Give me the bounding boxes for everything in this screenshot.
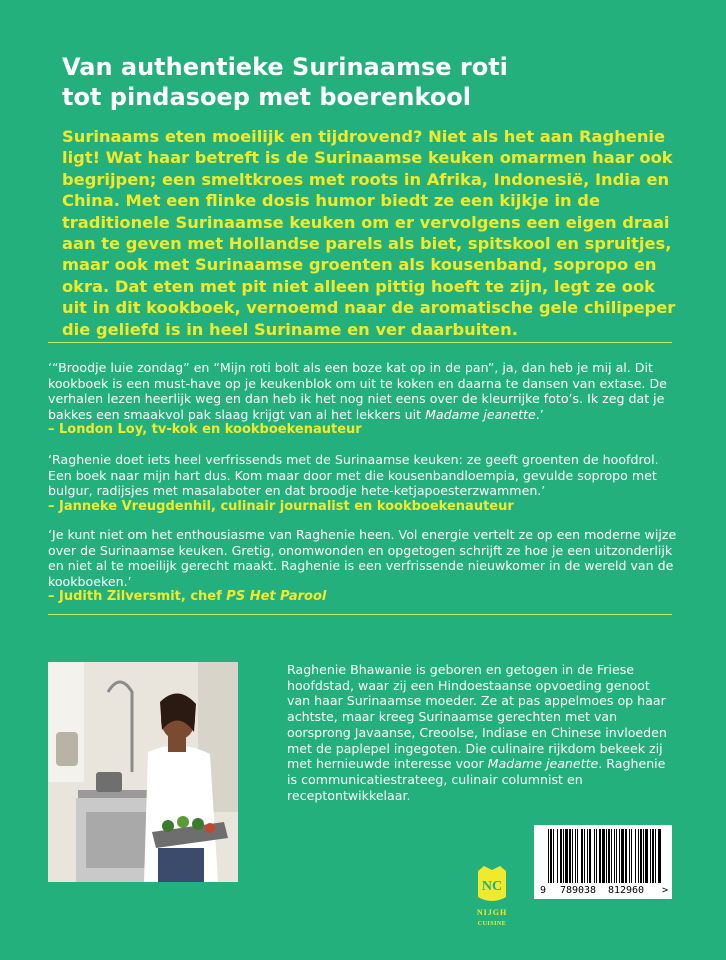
author-photo-illustration [48, 662, 238, 882]
quote-attribution: – London Loy, tv-kok en kookboekenauteur [48, 422, 362, 438]
barcode-bar [599, 829, 601, 883]
barcode-bar [608, 829, 610, 883]
logo-name-line-1: NIJGH [476, 908, 508, 917]
divider-top [48, 342, 672, 343]
publisher-logo-mark [475, 863, 509, 933]
quote-attribution: – Judith Zilversmit, chef PS Het Parool [48, 589, 327, 605]
barcode-bar [606, 829, 607, 883]
barcode-bar [560, 829, 562, 883]
barcode-first-digit: 9 [540, 885, 547, 896]
barcode-bar [619, 829, 620, 883]
quote-text: ‘Je kunt niet om het enthousiasme van Raghenie heen. Vol energie vertelt ze op een moderne wijze over de Surinaamse keuken. Gretig, onomwonden en opgetogen schrijft ze hoe je een uitzonderlijk en niet al te moeilijk gerecht maakt. Raghenie is een verfrissende nieuwkomer in de wereld van de kookboeken.’ [48, 527, 677, 589]
barcode-group-1: 789038 [559, 885, 597, 896]
barcode-bar [616, 829, 617, 883]
barcode-bar [587, 829, 588, 883]
divider-bottom [48, 614, 672, 615]
barcode-bar [611, 829, 612, 883]
barcode-bar [553, 829, 554, 883]
barcode-bar [572, 829, 573, 883]
barcode-bar [602, 829, 605, 883]
barcode-bar [625, 829, 627, 883]
barcode-bar [640, 829, 642, 883]
quote-london-loy [48, 360, 678, 438]
author-photo [48, 662, 238, 882]
barcode-bar [548, 829, 549, 883]
barcode-bar [631, 829, 632, 883]
barcode-bar [550, 829, 552, 883]
logo-letters: NC [481, 879, 503, 894]
barcode-bar [584, 829, 585, 883]
barcode-bar [565, 829, 568, 883]
barcode-bar [643, 829, 644, 883]
isbn-barcode [534, 825, 672, 899]
barcode-bar [650, 829, 651, 883]
barcode-bar [569, 829, 571, 883]
quote-text: ‘Raghenie doet iets heel verfrissends met de Surinaamse keuken: ze geeft groenten de hoofdrol. Een boek naar mijn hart dus. Kom maar door met die kousenbandloempia, gevulde sopropo met bulgur, radijsjes met masalaboter en dat broodje hete-ketjapoesterzwammen.’ [48, 452, 659, 499]
intro-paragraph: Surinaams eten moeilijk en tijdrovend? Niet als het aan Raghenie ligt! Wat haar betreft is de Surinaamse keuken omarmen haar ook begrijpen; een smeltkroes met roots in Afrika, Indonesië, India en China. Met een flinke dosis humor biedt ze een kijkje in de traditionele Surinaamse keuken om er vervolgens een eigen draai aan te geven met Hollandse parels als biet, spitskool en spruitjes, maar ook met Surinaamse groenten als kousenband, sopropo en okra. Dat eten met pit niet alleen pittig hoeft te zijn, legt ze ook uit in dit kookboek, vernoemd naar de aromatische gele chilipeper die geliefd is in heel Suriname en ver daarbuiten. [62, 127, 676, 339]
barcode-bar [629, 829, 630, 883]
barcode-bar [563, 829, 564, 883]
barcode-bar [658, 829, 661, 883]
headline-line-1: Van authentieke Surinaamse roti [62, 53, 508, 81]
barcode-bar [594, 829, 595, 883]
barcode-bar [557, 829, 558, 883]
barcode-end-mark: > [662, 885, 669, 896]
headline [62, 52, 662, 112]
barcode-bar [655, 829, 656, 883]
barcode-bar [645, 829, 648, 883]
barcode-bars [534, 825, 672, 899]
publisher-logo [475, 863, 509, 933]
barcode-bar [652, 829, 654, 883]
barcode-bar [621, 829, 624, 883]
barcode-bar [575, 829, 576, 883]
quote-judith-zilversmit [48, 527, 678, 605]
headline-line-2: tot pindasoep met boerenkool [62, 83, 472, 111]
barcode-group-2: 812960 [607, 885, 645, 896]
author-bio: Raghenie Bhawanie is geboren en getogen in de Friese hoofdstad, waar zij een Hindoestaanse opvoeding genoot van haar Surinaamse moeder. Ze at pas appelmoes op haar achtste, maar kreeg Surinaamse gerechten met van oorsprong Javaanse, Creoolse, Indiase en Chinese invloeden met de paplepel ingegoten. Die culinaire rijkdom bekeek zij met hernieuwde interesse voor Madame jeanette. Raghenie is communicatiestrateeg, culinair columnist en receptontwikkelaar. [287, 662, 667, 803]
barcode-bar [596, 829, 597, 883]
quote-janneke-vreugdenhil [48, 452, 678, 514]
quote-attribution: – Janneke Vreugdenhil, culinair journalist en kookboekenauteur [48, 498, 514, 514]
barcode-bar [635, 829, 636, 883]
barcode-bar [589, 829, 591, 883]
barcode-bar [581, 829, 583, 883]
barcode-bar [638, 829, 639, 883]
barcode-bar [577, 829, 578, 883]
barcode-bar [614, 829, 615, 883]
logo-name-line-2: CUISINE [477, 921, 507, 927]
quote-text: ‘“Broodje luie zondag” en “Mijn roti bolt als een boze kat op in de pan”, ja, dan heb je mij al. Dit kookboek is een must-have op je keukenblok om uit te koken en daarna te dansen van extase. De verhalen lezen heerlijk weg en dan heb ik het nog niet eens over de kleurrijke foto’s. Ik zeg dat je bakkes een smaakvol pak slaag krijgt van al het lekkers uit Madame jeanette.’ [48, 360, 667, 422]
